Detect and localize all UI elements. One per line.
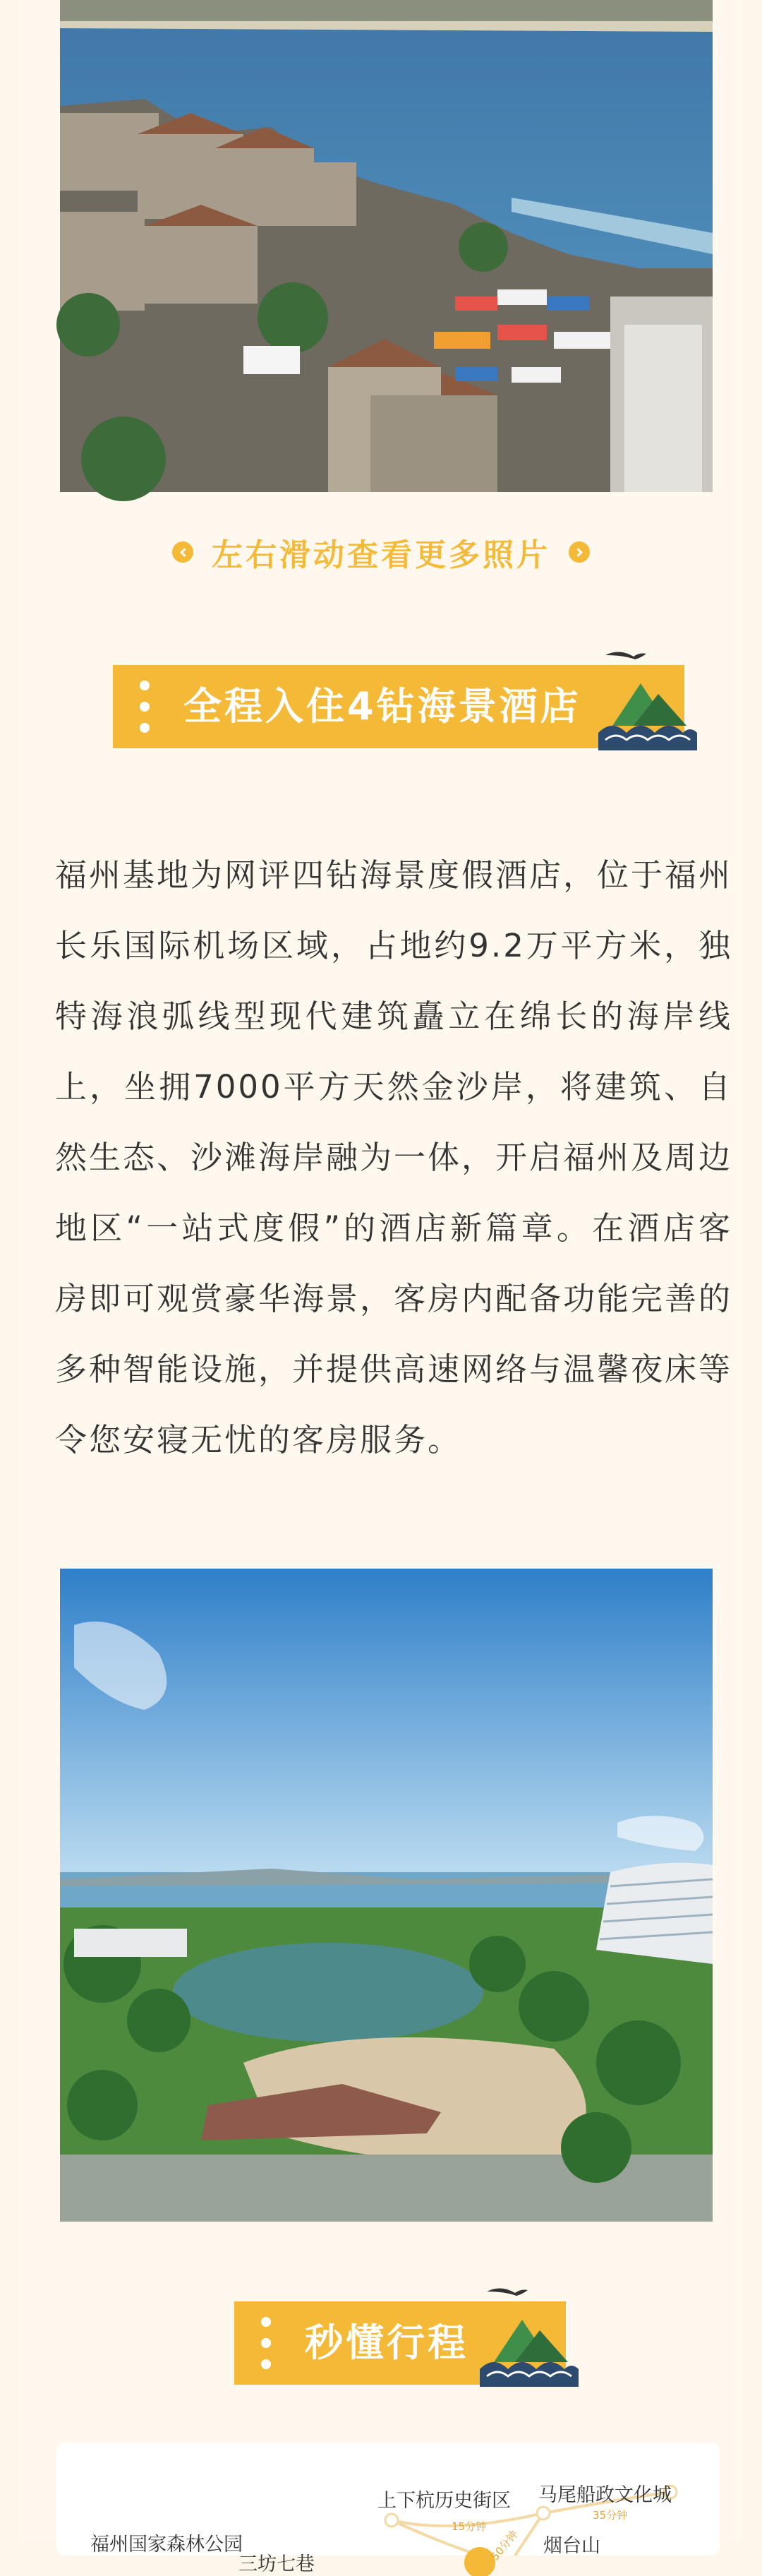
seaside-resort-photo[interactable] <box>60 1569 713 2222</box>
itinerary-section-header <box>234 2301 566 2385</box>
route-node <box>537 2507 550 2520</box>
map-label-yantai: 烟台山 <box>543 2535 600 2557</box>
map-label-mawei: 马尾船政文化城 <box>538 2484 672 2506</box>
dots-decoration <box>140 681 150 733</box>
map-label-shangxiahang: 上下杭历史街区 <box>377 2490 511 2512</box>
hotel-description: 福州基地为网评四钻海景度假酒店，位于福州长乐国际机场区域，占地约9.2万平方米，独特海浪弧线型现代建筑矗立在绵长的海岸线上，坐拥7000平方天然金沙岸，将建筑、自然生态、沙滩海岸融为一体，开启福州及周边地区“一站式度假”的酒店新篇章。在酒店客房即可观赏豪华海景，客房内配备功能完善的多种智能设施，并提供高速网络与温馨夜床等令您安寝无忧的客房服务。 <box>55 856 733 1458</box>
harbor-village-image <box>60 0 713 492</box>
chevron-right-circle-icon[interactable] <box>569 541 590 563</box>
map-time-15: 15分钟 <box>452 2520 487 2533</box>
hotel-section-title: 全程入住4钻海景酒店 <box>183 684 581 729</box>
map-time-35: 35分钟 <box>593 2509 628 2522</box>
bird-mountain-wave-icon <box>466 2270 586 2390</box>
map-label-forest-park: 福州国家森林公园 <box>90 2534 243 2556</box>
itinerary-section-title: 秒懂行程 <box>305 2320 468 2365</box>
seaside-resort-image <box>60 1569 713 2222</box>
route-node <box>385 2514 398 2527</box>
map-time-50: 50分钟 <box>488 2528 521 2563</box>
bird-mountain-wave-icon <box>584 634 704 754</box>
dots-decoration <box>261 2317 271 2369</box>
hotel-section-header <box>113 665 684 748</box>
harbor-village-photo[interactable] <box>60 0 713 492</box>
swipe-hint-text: 左右滑动查看更多照片 <box>212 537 550 573</box>
itinerary-map <box>56 2443 720 2575</box>
map-label-sanfang: 三坊七巷 <box>238 2553 315 2575</box>
chevron-left-circle-icon[interactable] <box>172 541 193 563</box>
gallery-swipe-hint <box>0 531 762 573</box>
